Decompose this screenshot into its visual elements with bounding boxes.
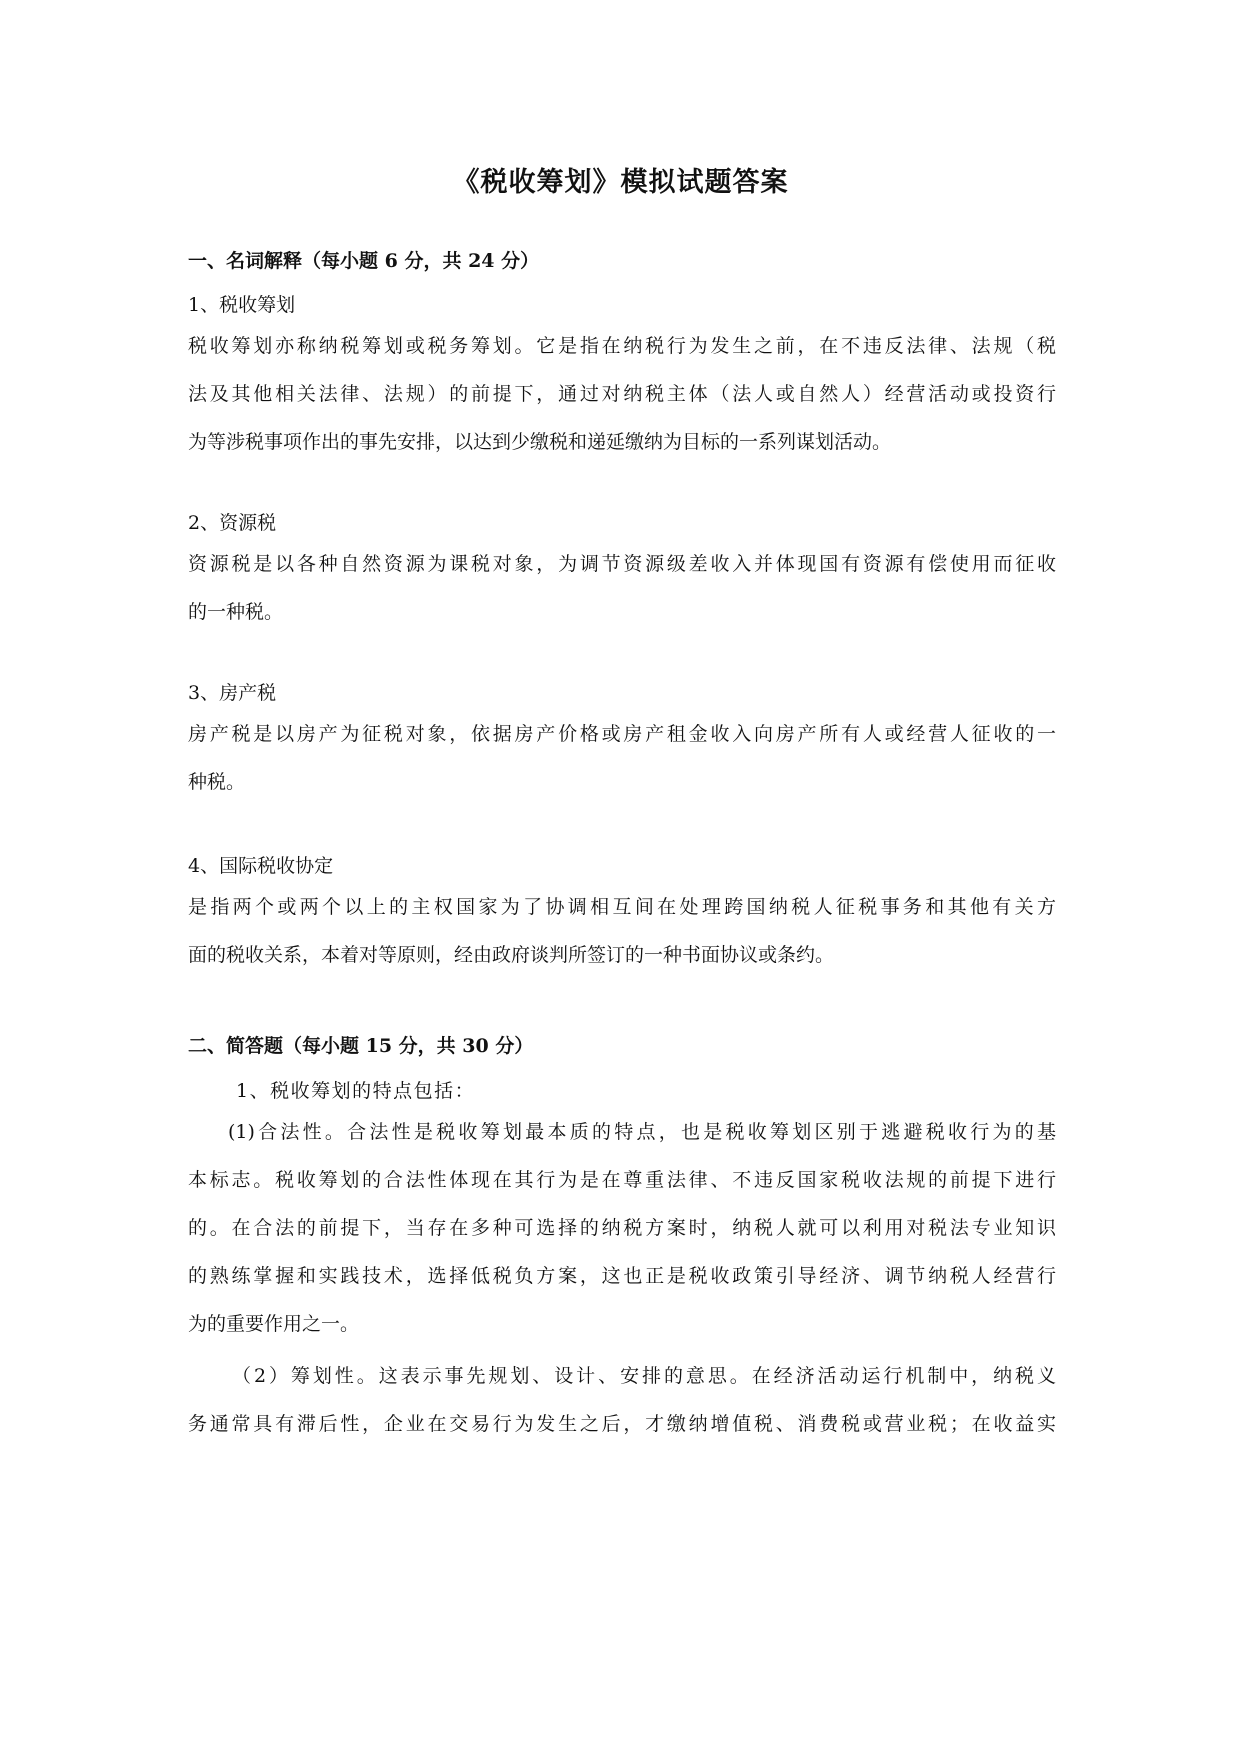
answer-line: 的熟练掌握和实践技术，选择低税负方案，这也正是税收政策引导经济、调节纳税人经营行: [188, 1265, 1056, 1287]
answer-paragraph-2: [188, 1352, 1056, 1448]
answer-line: 本标志。税收筹划的合法性体现在其行为是在尊重法律、不违反国家税收法规的前提下进行: [188, 1169, 1056, 1191]
term-title-3: 3、房产税: [188, 682, 277, 704]
term-definition-1: [188, 322, 1056, 466]
definition-line: 房产税是以房产为征税对象，依据房产价格或房产租金收入向房产所有人或经营人征收的一: [188, 723, 1056, 745]
section-heading-1: 一、名词解释（每小题 6 分，共 24 分）: [188, 250, 540, 272]
answer-line: 为的重要作用之一。: [188, 1313, 360, 1335]
term-definition-3: [188, 710, 1056, 806]
answer-line: (1)合法性。合法性是税收筹划最本质的特点，也是税收筹划区别于逃避税收行为的基: [228, 1121, 1056, 1143]
definition-line: 税收筹划亦称纳税筹划或税务筹划。它是指在纳税行为发生之前，在不违反法律、法规（税: [188, 335, 1056, 357]
term-title-1: 1、税收筹划: [188, 294, 296, 316]
answer-line: 的。在合法的前提下，当存在多种可选择的纳税方案时，纳税人就可以利用对税法专业知识: [188, 1217, 1056, 1239]
definition-line: 法及其他相关法律、法规）的前提下，通过对纳税主体（法人或自然人）经营活动或投资行: [188, 383, 1056, 405]
answer-paragraph-1: [188, 1108, 1056, 1348]
question-title-1: 1、税收筹划的特点包括：: [236, 1080, 476, 1102]
definition-line: 面的税收关系，本着对等原则，经由政府谈判所签订的一种书面协议或条约。: [188, 944, 835, 966]
definition-line: 的一种税。: [188, 601, 284, 623]
definition-line: 资源税是以各种自然资源为课税对象，为调节资源级差收入并体现国有资源有偿使用而征收: [188, 553, 1056, 575]
definition-line: 种税。: [188, 771, 246, 793]
term-title-4: 4、国际税收协定: [188, 855, 334, 877]
term-definition-4: [188, 883, 1056, 979]
term-definition-2: [188, 540, 1056, 636]
definition-line: 为等涉税事项作出的事先安排，以达到少缴税和递延缴纳为目标的一系列谋划活动。: [188, 431, 892, 453]
section-heading-2: 二、简答题（每小题 15 分，共 30 分）: [188, 1035, 534, 1057]
answer-line: （2）筹划性。这表示事先规划、设计、安排的意思。在经济活动运行机制中，纳税义: [232, 1365, 1056, 1387]
term-title-2: 2、资源税: [188, 512, 277, 534]
document-title: 《税收筹划》模拟试题答案: [452, 167, 789, 198]
answer-line: 务通常具有滞后性，企业在交易行为发生之后，才缴纳增值税、消费税或营业税；在收益实: [188, 1413, 1056, 1435]
definition-line: 是指两个或两个以上的主权国家为了协调相互间在处理跨国纳税人征税事务和其他有关方: [188, 896, 1056, 918]
